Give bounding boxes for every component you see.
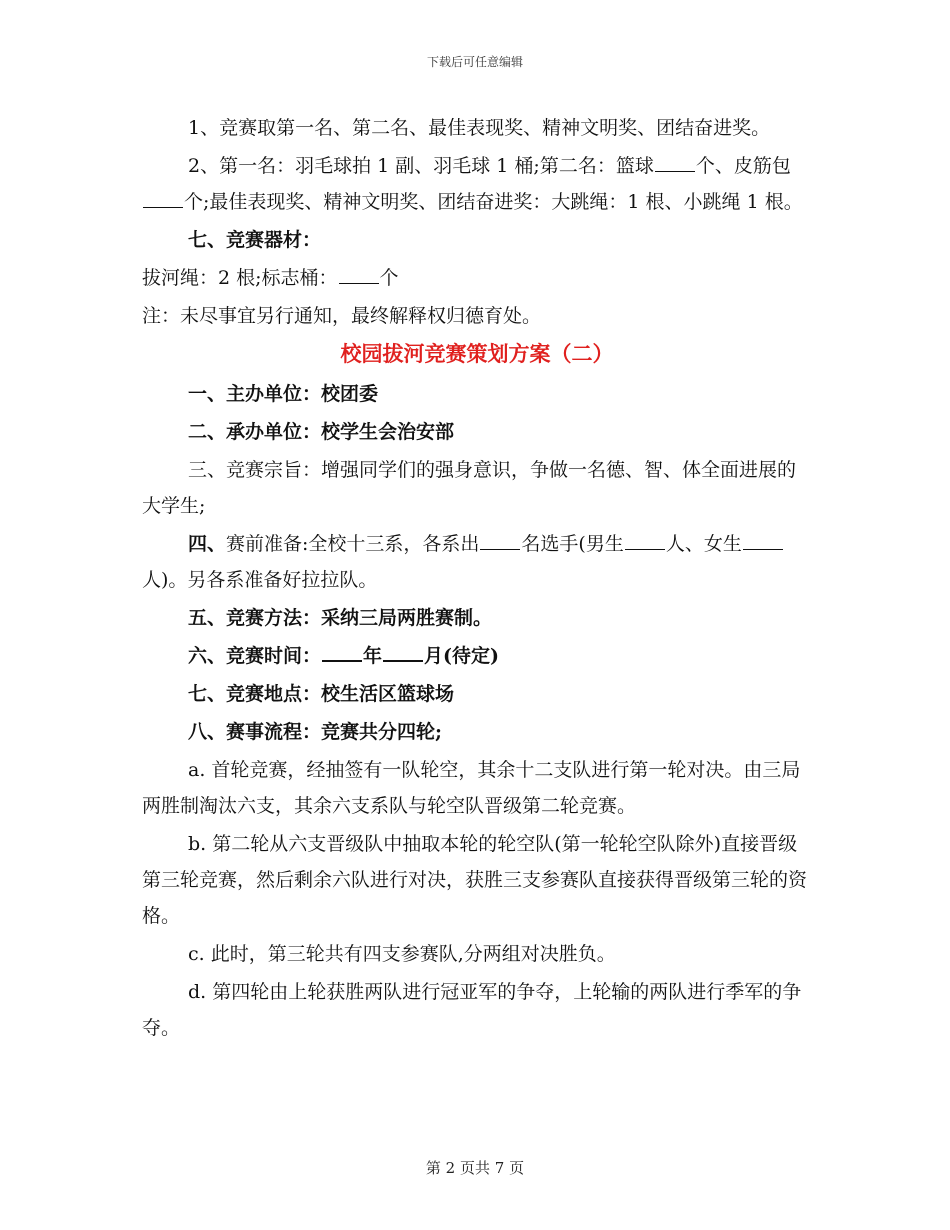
method-line: 五、竞赛方法：采纳三局两胜赛制。: [188, 607, 493, 629]
time-line: [142, 638, 812, 674]
header-note: 下载后可任意编辑: [426, 55, 523, 69]
prep-paragraph: [142, 526, 812, 598]
blank-field: [625, 531, 665, 550]
blank-field: [143, 189, 183, 208]
prize-paragraph: [142, 148, 812, 220]
section-title: 校园拔河竞赛策划方案（二）: [340, 341, 614, 366]
blank-field: [480, 531, 520, 550]
prep-text-1: 赛前准备:全校十三系，各系出: [226, 533, 480, 555]
process-line: 八、赛事流程：竞赛共分四轮;: [188, 721, 443, 743]
prep-text-3: 人、女生: [665, 533, 742, 555]
time-text-2: 年: [363, 645, 383, 667]
blank-field: [339, 265, 379, 284]
blank-field: [322, 642, 362, 662]
equipment-heading: 七、竞赛器材：: [188, 229, 322, 251]
time-text-1: 六、竞赛时间：: [188, 645, 322, 667]
blank-field: [743, 531, 783, 550]
document-body: [142, 110, 812, 1048]
prep-text-2: 名选手(男生: [521, 533, 624, 555]
round-d-paragraph: d. 第四轮由上轮获胜两队进行冠亚军的争夺，上轮输的两队进行季军的争夺。: [142, 981, 802, 1039]
blank-field: [383, 642, 423, 662]
equipment-text-1: 拔河绳：2 根;标志桶：: [142, 267, 338, 289]
prep-lead: 四、: [188, 533, 227, 555]
prize-text-1: 2、第一名：羽毛球拍 1 副、羽毛球 1 桶;第二名：篮球: [188, 155, 654, 177]
note-paragraph: 注：未尽事宜另行通知，最终解释权归德育处。: [142, 305, 542, 327]
round-b-paragraph: b. 第二轮从六支晋级队中抽取本轮的轮空队(第一轮轮空队除外)直接晋级第三轮竞赛，然后剩余六队进行对决，获胜三支参赛队直接获得晋级第三轮的资格。: [142, 833, 808, 927]
host-line: 一、主办单位：校团委: [188, 383, 379, 405]
prep-text-4: 人)。另各系准备好拉拉队。: [142, 569, 378, 591]
equipment-paragraph: [142, 260, 812, 296]
purpose-paragraph: 三、竞赛宗旨：增强同学们的强身意识，争做一名德、智、体全面进展的大学生;: [142, 459, 797, 517]
prize-text-3: 个;最佳表现奖、精神文明奖、团结奋进奖：大跳绳：1 根、小跳绳 1 根。: [184, 191, 803, 213]
time-text-3: 月(待定): [424, 645, 500, 667]
location-line: 七、竞赛地点：校生活区篮球场: [188, 683, 455, 705]
round-a-paragraph: a. 首轮竞赛，经抽签有一队轮空，其余十二支队进行第一轮对决。由三局两胜制淘汰六支，其余六支系队与轮空队晋级第二轮竞赛。: [142, 759, 801, 817]
round-c-paragraph: c. 此时，第三轮共有四支参赛队,分两组对决胜负。: [188, 943, 616, 965]
organizer-line: 二、承办单位：校学生会治安部: [188, 421, 455, 443]
page-number: 第 2 页共 7 页: [425, 1159, 525, 1177]
equipment-text-2: 个: [379, 267, 399, 289]
prize-text-2: 个、皮筋包: [695, 155, 791, 177]
award-paragraph: 1、竞赛取第一名、第二名、最佳表现奖、精神文明奖、团结奋进奖。: [188, 117, 771, 139]
blank-field: [655, 153, 695, 172]
